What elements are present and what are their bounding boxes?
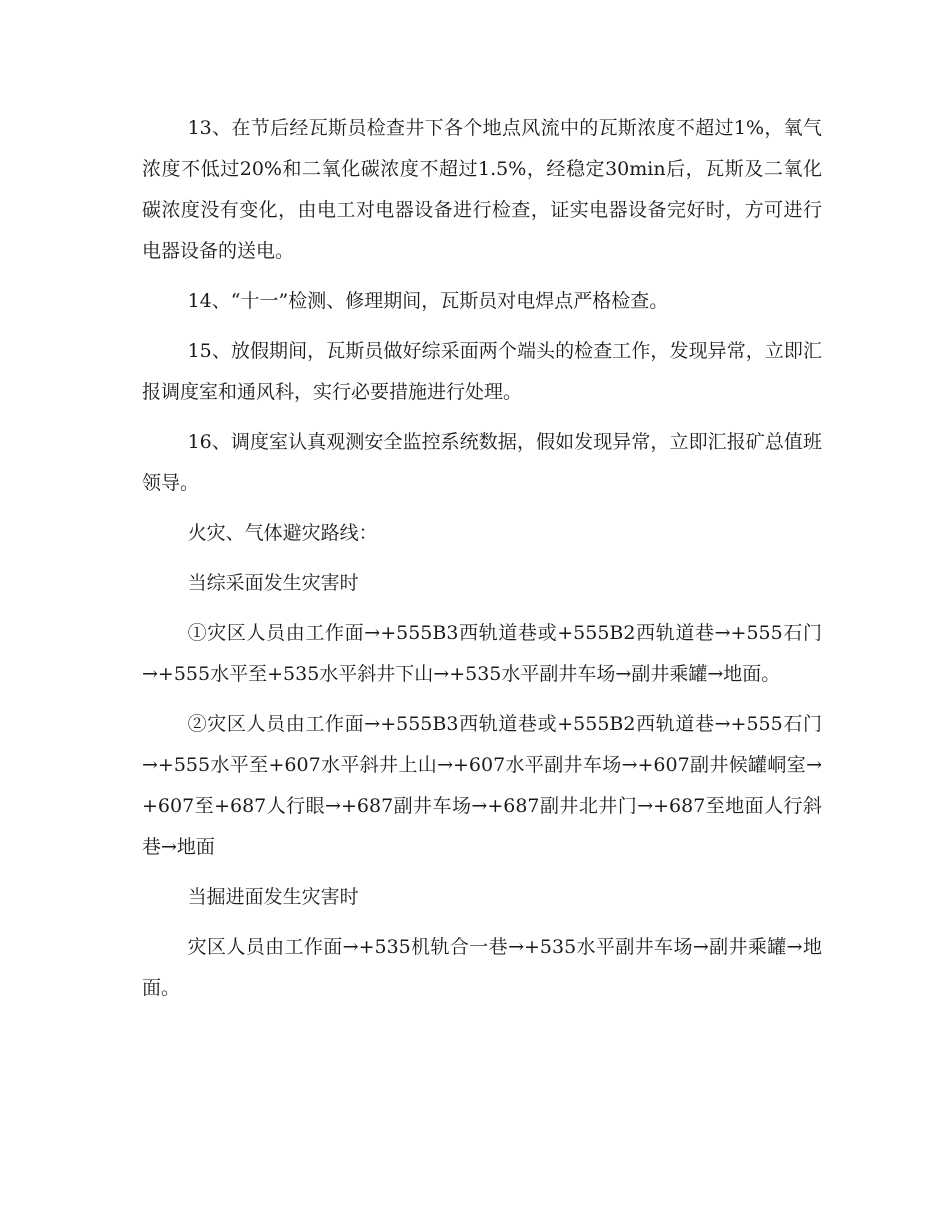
paragraph-item-16: 16、调度室认真观测安全监控系统数据，假如发现异常，立即汇报矿总值班领导。 [142, 431, 822, 494]
subheading-heading-face: 当掘进面发生灾害时 [187, 886, 359, 908]
route-item-3: 灾区人员由工作面→+535机轨合一巷→+535水平副井车场→副井乘罐→地面。 [142, 936, 822, 999]
paragraph-item-13: 13、在节后经瓦斯员检查井下各个地点风流中的瓦斯浓度不超过1%，氧气浓度不低过20%和二氧化碳浓度不超过1.5%，经稳定30min后，瓦斯及二氧化碳浓度没有变化，由电工对电器设备进行检查，证实电器设备完好时，方可进行电器设备的送电。 [142, 117, 822, 262]
document-page [142, 108, 822, 1018]
route-item-2: ②灾区人员由工作面→+555B3西轨道巷或+555B2西轨道巷→+555石门→+555水平至+607水平斜井上山→+607水平副井车场→+607副井候罐峒室→+607至+687人行眼→+687副井车场→+687副井北井门→+687至地面人行斜巷→地面 [142, 713, 822, 858]
section-heading-escape-routes: 火灾、气体避灾路线： [187, 522, 378, 544]
paragraph-item-14: 14、“十一”检测、修理期间，瓦斯员对电焊点严格检查。 [187, 290, 669, 312]
subheading-fully-mechanized-face: 当综采面发生灾害时 [187, 572, 359, 594]
route-item-1: ①灾区人员由工作面→+555B3西轨道巷或+555B2西轨道巷→+555石门→+555水平至+535水平斜井下山→+535水平副井车场→副井乘罐→地面。 [142, 622, 822, 685]
paragraph-item-15: 15、放假期间，瓦斯员做好综采面两个端头的检查工作，发现异常，立即汇报调度室和通风科，实行必要措施进行处理。 [142, 340, 822, 403]
